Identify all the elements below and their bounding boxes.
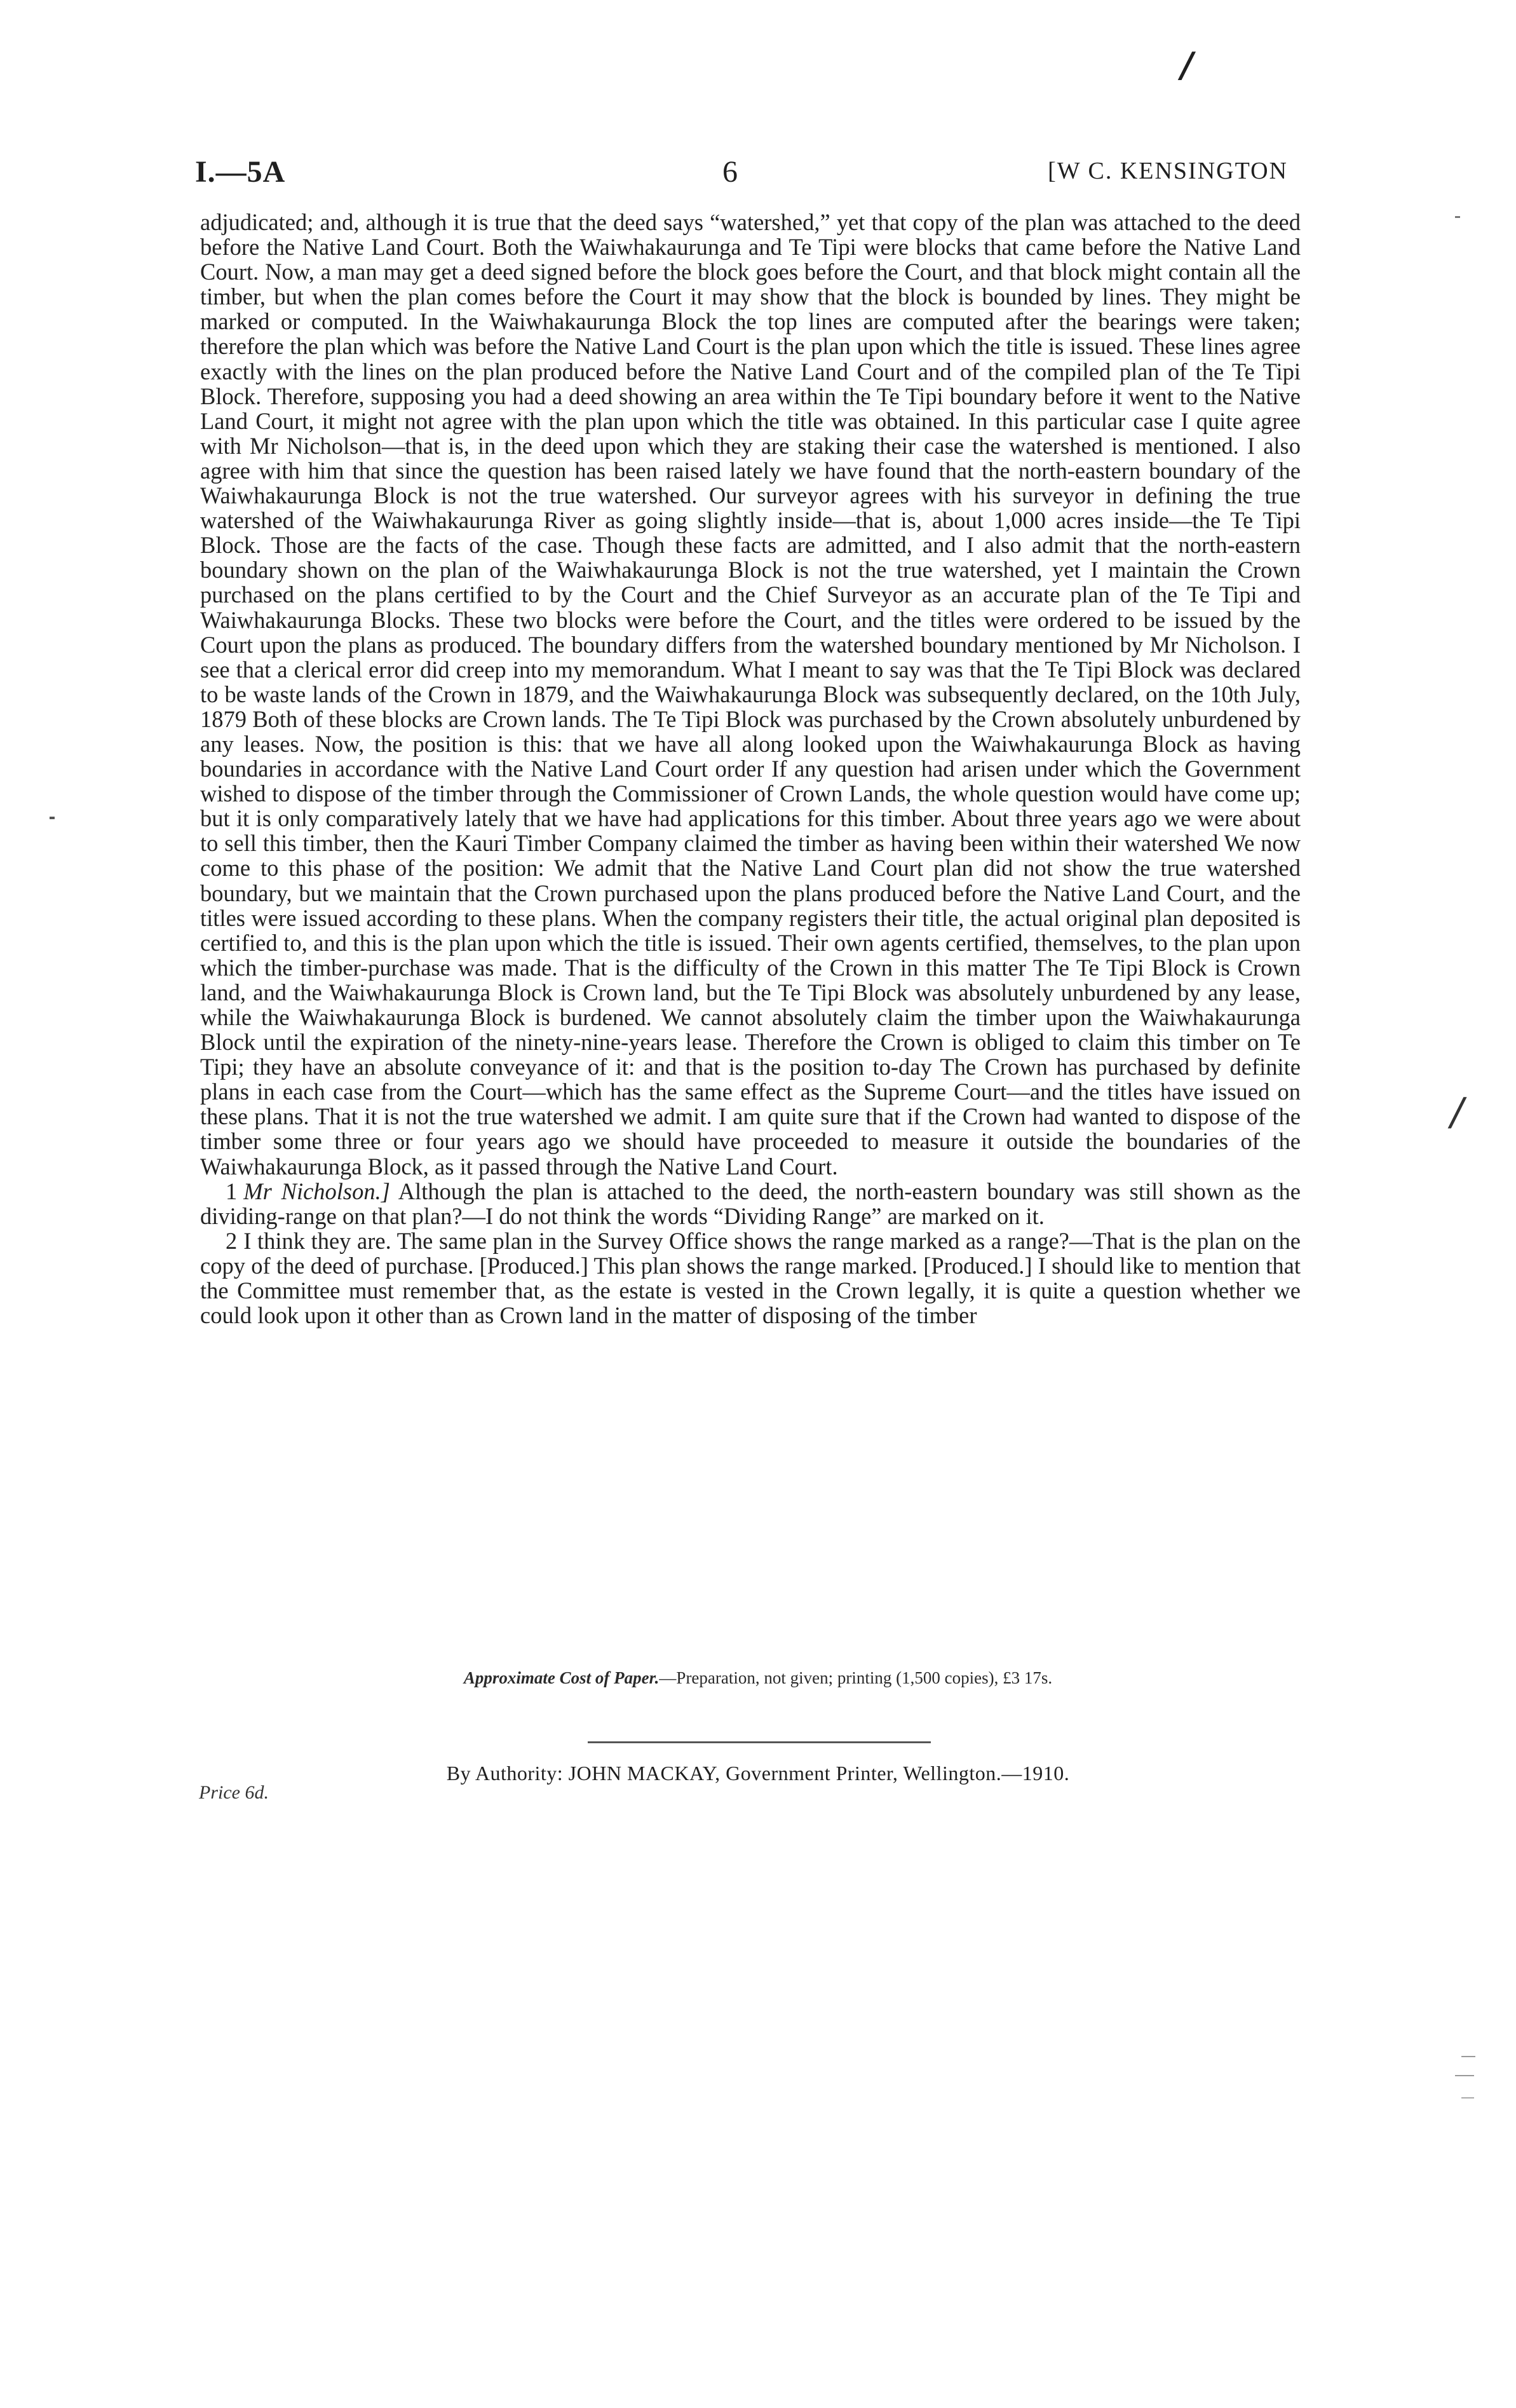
margin-speck <box>50 817 55 819</box>
question-number: 2 <box>226 1227 238 1254</box>
question-2 <box>200 1228 1301 1328</box>
question-number: 1 <box>226 1178 238 1204</box>
margin-slash-mark: / <box>1451 1090 1464 1134</box>
margin-speck <box>1455 216 1460 218</box>
corner-mark: / <box>1181 44 1193 85</box>
cost-text: —Preparation, not given; printing (1,500 copies), £3 17s. <box>659 1668 1053 1687</box>
question-text: Although the plan is attached to the deed, the north-eastern boundary was still shown as the dividing-range on that plan?—I do not think the words “Dividing Range” are marked on it. <box>200 1178 1301 1229</box>
paper-reference: I.—5A <box>195 155 286 189</box>
margin-speck <box>1455 2075 1474 2076</box>
question-1 <box>200 1179 1301 1228</box>
witness-name: [W C. KENSINGTON <box>1048 158 1288 184</box>
evidence-paragraph: adjudicated; and, although it is true that the deed says “watershed,” yet that copy of the plan was attached to the deed before the Native Land Court. Both the Waiwhakaurunga and Te Tipi were blocks that came before the Native Land Court. Now, a man may get a deed signed before the block goes before the Court, and that block might contain all the timber, but when the plan comes before the Court it may show that the block is bounded by lines. They might be marked or computed. In the Waiwhakaurunga Block the top lines are computed after the bearings were taken; therefore the plan which was before the Native Land Court is the plan upon which the title is issued. These lines agree exactly with the lines on the plan produced before the Native Land Court and of the compiled plan of the Te Tipi Block. Therefore, supposing you had a deed showing an area within the Te Tipi boundary before it went to the Native Land Court, it might not agree with the plan upon which the title was obtained. In this particular case I quite agree with Mr Nicholson—that is, in the deed upon which they are staking their case the watershed is mentioned. I also agree with him that since the question has been raised lately we have found that the north-eastern boundary of the Waiwhakaurunga Block is not the true watershed. Our surveyor agrees with his surveyor in defining the true watershed of the Waiwhakaurunga River as going slightly inside—that is, about 1,000 acres inside—the Te Tipi Block. Those are the facts of the case. Though these facts are admitted, and I also admit that the north-eastern boundary shown on the plan of the Waiwhakaurunga Block is not the true watershed, yet I maintain the Crown purchased on the plans certified to by the Court and the Chief Surveyor as an accurate plan of the Te Tipi and Waiwhakaurunga Blocks. These two blocks were before the Court, and the titles were ordered to be issued by the Court upon the plans as produced. The boundary differs from the watershed boundary mentioned by Mr Nicholson. I see that a clerical error did creep into my memorandum. What I meant to say was that the Te Tipi Block was declared to be waste lands of the Crown in 1879, and the Waiwhakaurunga Block was subsequently declared, on the 10th July, 1879 Both of these blocks are Crown lands. The Te Tipi Block was purchased by the Crown absolutely unburdened by any leases. Now, the position is this: that we have all along looked upon the Waiwhakaurunga Block as having boundaries in accordance with the Native Land Court order If any question had arisen under which the Government wished to dispose of the timber through the Commissioner of Crown Lands, the whole question would have come up; but it is only comparatively lately that we have had applications for this timber. About three years ago we were about to sell this timber, then the Kauri Timber Company claimed the timber as having been within their watershed We now come to this phase of the position: We admit that the Native Land Court plan did not show the true watershed boundary, but we maintain that the Crown purchased upon the plans produced before the Native Land Court, and the titles were issued according to these plans. When the company registers their title, the actual original plan deposited is certified to, and this is the plan upon which the title is issued. Their own agents certified, themselves, to the plan upon which the timber-purchase was made. That is the difficulty of the Crown in this matter The Te Tipi Block is Crown land, and the Waiwhakaurunga Block is Crown land, but the Te Tipi Block was absolutely unburdened by any lease, while the Waiwhakaurunga Block is burdened. We cannot absolutely claim the timber upon the Waiwhakaurunga Block until the expiration of the ninety-nine-years lease. Therefore the Crown is obliged to claim this timber on Te Tipi; they have an absolute conveyance of it: and that is the position to-day The Crown has purchased by definite plans in each case from the Court—which has the same effect as the Supreme Court—and the titles have issued on these plans. That it is not the true watershed we admit. I am quite sure that if the Crown had wanted to dispose of the timber some three or four years ago we should have proceeded to measure it outside the boundaries of the Waiwhakaurunga Block, as it passed through the Native Land Court. <box>200 209 1301 1180</box>
question-text: I think they are. The same plan in the Survey Office shows the range marked as a range?—That is the plan on the copy of the deed of purchase. [Produced.] This plan shows the range marked. [Produced.] I should like to mention that the Committee must remember that, as the estate is vested in the Crown legally, it is quite a question whether we could look upon it other than as Crown land in the matter of disposing of the timber <box>200 1227 1301 1329</box>
cost-of-paper <box>0 1668 1516 1688</box>
cost-label: Approximate Cost of Paper. <box>463 1668 660 1687</box>
speaker-name: Mr Nicholson.] <box>243 1178 390 1204</box>
price-note: Price 6d. <box>199 1782 269 1803</box>
authority-line: By Authority: JOHN MACKAY, Government Printer, Wellington.—1910. <box>446 1762 1070 1785</box>
margin-speck <box>1461 2056 1475 2057</box>
evidence-body <box>200 210 1301 1328</box>
footer-rule <box>588 1741 931 1743</box>
margin-speck <box>1461 2097 1474 2098</box>
page-number: 6 <box>722 155 738 189</box>
page-header <box>195 154 1288 199</box>
